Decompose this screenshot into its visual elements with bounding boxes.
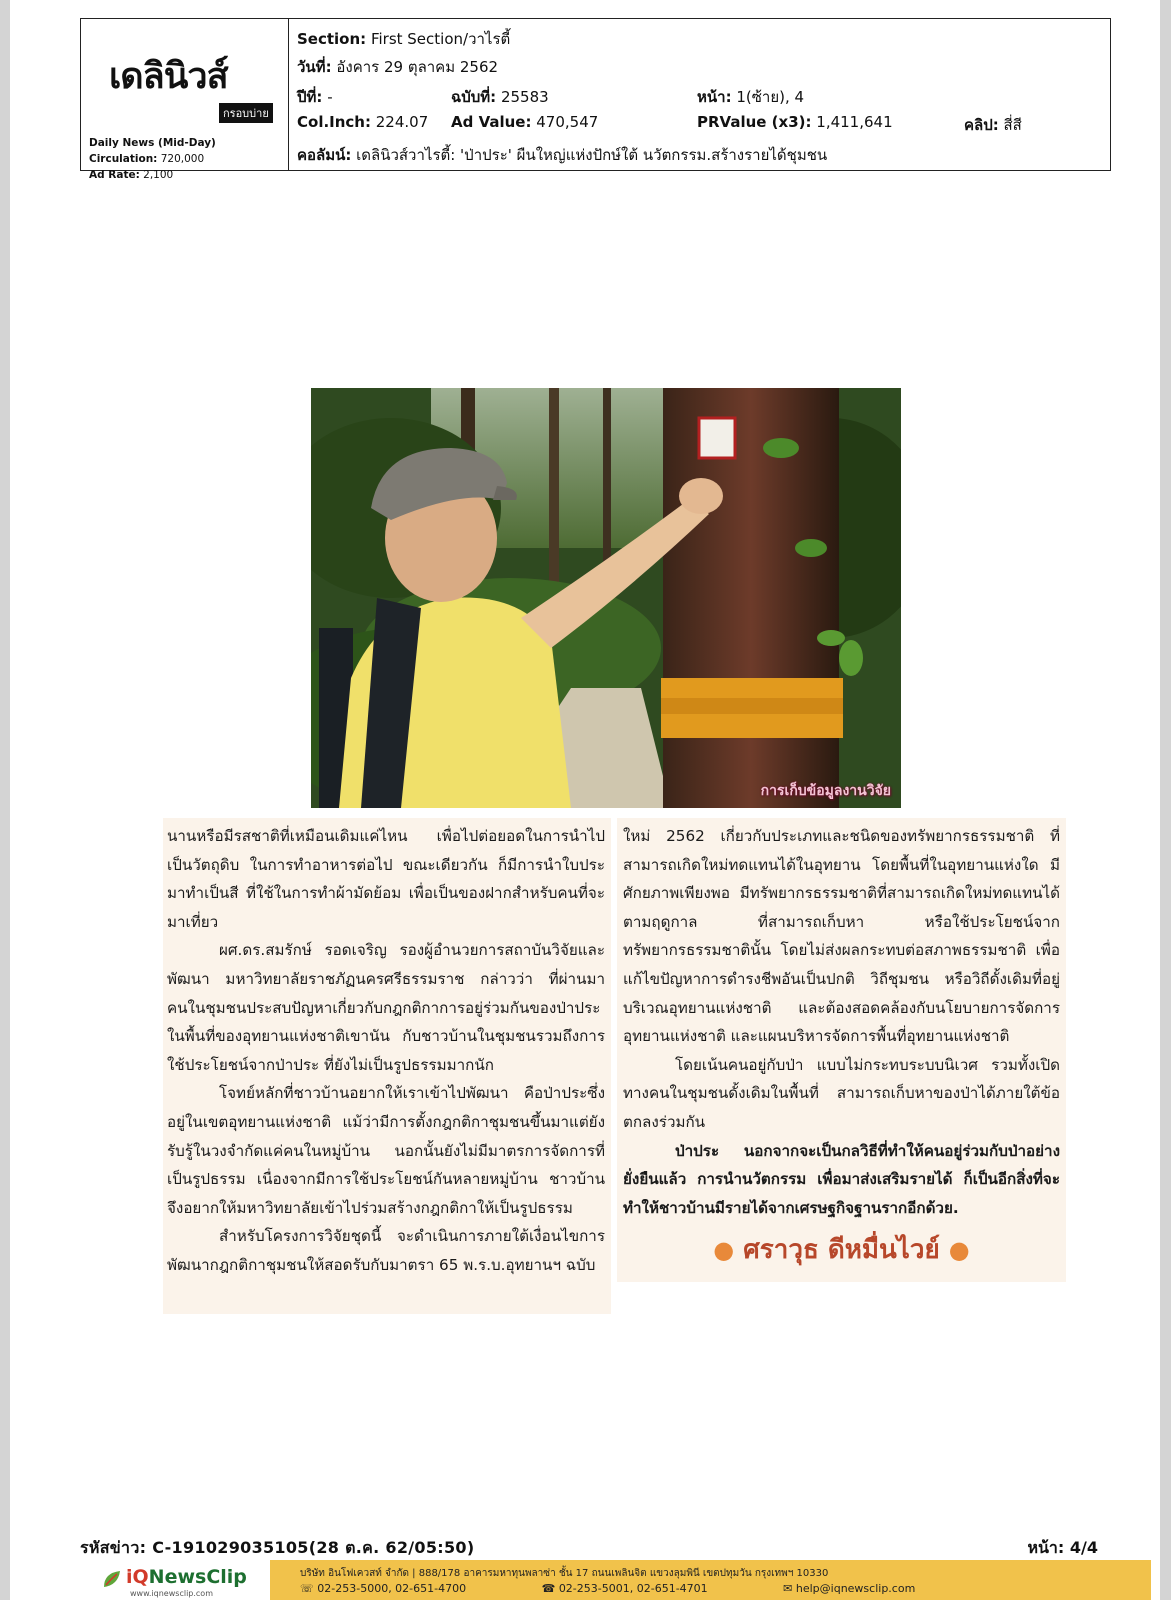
paragraph-emphasis: ป่าประ นอกจากจะเป็นกลวิธีที่ทำให้คนอยู่ร่วมกับป่าอย่างยั่งยืนแล้ว การนำนวัตกรรม เพื่อมาส่งเสริมรายได้ ก็เป็นอีกสิ่งที่จะทำให้ชาวบ้านมีรายได้จากเศรษฐกิจฐานรากอีกด้วย. [623,1141,1060,1217]
page-line [697,85,804,109]
date-line [297,55,498,79]
photo-caption: การเก็บข้อมูลงานวิจัย [760,783,891,799]
author-byline [623,1232,1060,1268]
paragraph: โดยเน้นคนอยู่กับป่า แบบไม่กระทบระบบนิเวศ รวมทั้งเปิดทางคนในชุมชนดั้งเดิมในพื้นที่ สามารถเก็บหาของป่าได้ภายใต้ข้อตกลงร่วมกัน [623,1055,1060,1131]
phone-contact: ☏ 02-253-5000, 02-651-4700 [300,1582,467,1595]
contact-line [300,1582,987,1595]
news-code [80,1536,474,1561]
footer-bar [80,1560,1151,1600]
circulation-value: 720,000 [160,153,205,165]
fax-number: 02-253-5001, 02-651-4701 [558,1582,708,1595]
clip-value: สี่สี [1003,116,1022,134]
newspaper-logo: เดลินิวส์ [109,56,228,97]
bullet-dot-icon: ● [713,1236,735,1265]
article-photo [311,388,901,808]
page-label: หน้า: [697,88,732,106]
issue-label: ฉบับที่: [451,88,497,106]
issue-value: 25583 [500,88,549,106]
section-value: First Section/วาไรตี้ [370,30,511,48]
iqnewsclip-logo [100,1566,250,1600]
edition-badge: กรอบบ่าย [219,103,273,123]
clip-label: คลิป: [964,116,999,134]
phone-number: 02-253-5000, 02-651-4700 [317,1582,467,1595]
brand-newsclip: NewsClip [148,1566,247,1588]
advalue-label: Ad Value: [451,113,532,131]
news-code-value: C-191029035105(28 ต.ค. 62/05:50) [152,1538,475,1557]
newspaper-info [81,19,289,181]
circulation-label: Circulation: [89,153,158,165]
colinch-value: 224.07 [375,113,429,131]
page-value: 1(ซ้าย), 4 [736,88,805,106]
advalue-value: 470,547 [536,113,599,131]
ad-rate-label: Ad Rate: [89,169,140,181]
column-value: เดลินิวส์วาไรตี้: 'ป่าประ' ผืนใหญ่แห่งปักษ์ใต้ นวัตกรรม.สร้างรายได้ชุมชน [356,146,828,164]
author-name: ศราวุธ ดีหมื่นไวย์ [743,1235,940,1266]
clipping-header [80,18,1111,181]
ad-rate-value: 2,100 [143,169,174,181]
article-column-1 [163,818,611,1314]
brand-url: www.iqnewsclip.com [130,1589,213,1598]
year-value: - [327,88,333,106]
paragraph: นานหรือมีรสชาติที่เหมือนเดิมแค่ไหน เพื่อไปต่อยอดในการนำไปเป็นวัตถุดิบ ในการทำอาหารต่อไป ขณะเดียวกัน ก็มีการนำใบประมาทำเป็นสี ที่ใช้ในการทำผ้ามัดย้อม เพื่อเป็นของฝากสำหรับคนที่จะมาเที่ยว [167,827,605,931]
company-address: บริษัท อินโฟเควสท์ จำกัด | 888/178 อาคารมหาทุนพลาซ่า ชั้น 17 ถนนเพลินจิต แขวงลุมพินี เขตปทุมวัน กรุงเทพฯ 10330 [300,1568,829,1579]
colinch-line [297,113,428,131]
paper-name: Daily News (Mid-Day) [89,137,216,149]
brand-iq: iQ [126,1566,149,1588]
prvalue-label: PRValue (x3): [697,113,812,131]
year-line [297,85,333,109]
paragraph: โจทย์หลักที่ชาวบ้านอยากให้เราเข้าไปพัฒนา คือป่าประซึ่งอยู่ในเขตอุทยานแห่งชาติ แม้ว่ามีการตั้งกฎกติกาชุมชนขึ้นมาแต่ยังรับรู้ในวงจำกัดแค่คนในหมู่บ้าน นอกนั้นยังไม่มีมาตรการจัดการที่เป็นรูปธรรม เนื่องจากมีการใช้ประโยชน์กันหลายหมู่บ้าน ชาวบ้านจึงอยากให้มหาวิทยาลัยเข้าไปร่วมสร้างกฎกติกาให้เป็นรูปธรรม [167,1084,605,1217]
page-number-value: 4/4 [1069,1538,1098,1557]
paragraph: สำหรับโครงการวิจัยชุดนี้ จะดำเนินการภายใต้เงื่อนไขการพัฒนากฎกติกาชุมชนให้สอดรับกับมาตรา 65 พ.ร.บ.อุทยานฯ ฉบับ [167,1227,605,1274]
paragraph: ผศ.ดร.สมรักษ์ รอดเจริญ รองผู้อำนวยการสถาบันวิจัยและพัฒนา มหาวิทยาลัยราชภัฏนครศรีธรรมราช กล่าวว่า ที่ผ่านมา คนในชุมชนประสบปัญหาเกี่ยวกับกฎกติกาการอยู่ร่วมกันของป่าประ ในพื้นที่ของอุทยานแห่งชาติเขานัน กับชาวบ้านในชุมชนรวมถึงการใช้ประโยชน์จากป่าประ ที่ยังไม่เป็นรูปธรรมมากนัก [167,941,605,1074]
clipping-page [10,0,1160,1600]
clipping-metadata [289,19,1110,170]
news-code-label: รหัสข่าว: [80,1538,147,1557]
issue-line [451,85,549,109]
prvalue-value: 1,411,641 [816,113,893,131]
prvalue-line [697,113,893,131]
column-label: คอลัมน์: [297,146,352,164]
date-value: อังคาร 29 ตุลาคม 2562 [336,58,499,76]
advalue-line [451,113,598,131]
paragraph: ใหม่ 2562 เกี่ยวกับประเภทและชนิดของทรัพยากรธรรมชาติ ที่สามารถเกิดใหม่ทดแทนได้ในอุทยาน โดยพื้นที่ในอุทยานแห่งใด มีศักยภาพเพียงพอ มีทรัพยากรธรรมชาติที่สามารถเกิดใหม่ทดแทนได้ตามฤดูกาล ที่สามารถเก็บหา หรือใช้ประโยชน์จากทรัพยากรธรรมชาตินั้น โดยไม่ส่งผลกระทบต่อสภาพธรรมชาติ เพื่อแก้ไขปัญหาการดำรงชีพอันเป็นปกติ วิถีชุมชน หรือวิถีดั้งเดิมที่อยู่บริเวณอุทยานแห่งชาติ และต้องสอดคล้องกับนโยบายการจัดการอุทยานแห่งชาติ และแผนบริหารจัดการพื้นที่อุทยานแห่งชาติ [623,827,1060,1046]
newspaper-meta [89,135,216,183]
bullet-dot-icon: ● [948,1236,970,1265]
email-address: help@iqnewsclip.com [795,1582,916,1595]
page-number [1027,1536,1098,1561]
column-line [297,143,827,167]
forest-photo-illustration [311,388,901,808]
leaf-icon [102,1569,122,1589]
year-label: ปีที่: [297,88,323,106]
date-label: วันที่: [297,58,332,76]
section-line [297,27,510,51]
clip-line [964,113,1022,137]
page-number-label: หน้า: [1027,1538,1065,1557]
email-contact: ✉ help@iqnewsclip.com [783,1582,916,1595]
section-label: Section: [297,30,367,48]
article-column-2 [617,818,1066,1282]
company-info [270,1560,1151,1600]
colinch-label: Col.Inch: [297,113,371,131]
fax-contact: ☎ 02-253-5001, 02-651-4701 [541,1582,708,1595]
